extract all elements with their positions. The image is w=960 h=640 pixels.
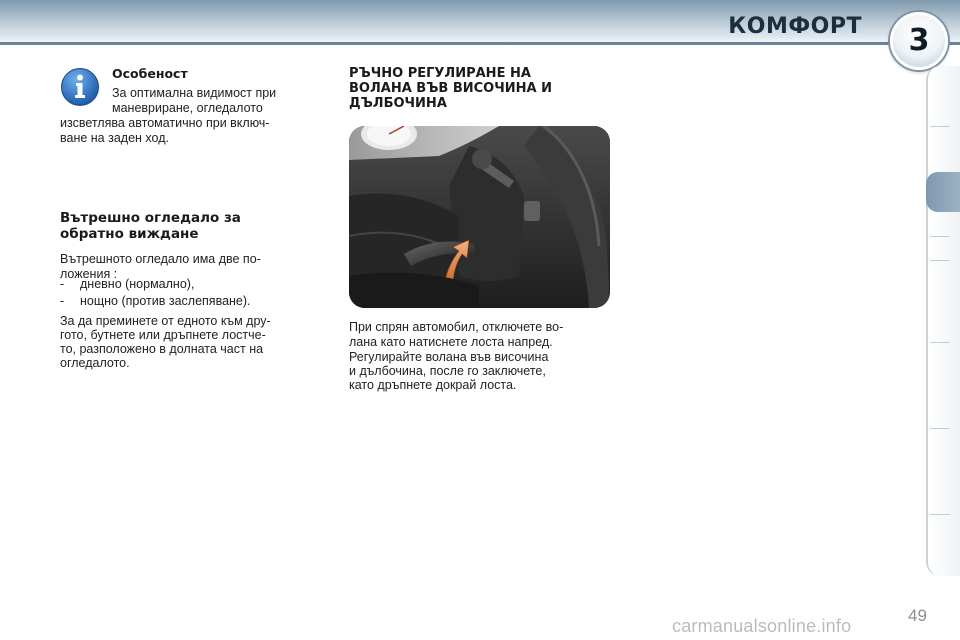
steering-lever-photo <box>349 126 610 308</box>
bullet-text: нощно (против заслепяване). <box>80 294 251 308</box>
steering-paragraph-line: лана като натиснете лоста напред. <box>349 335 553 349</box>
tab-divider <box>930 428 950 429</box>
page-number: 49 <box>908 606 927 625</box>
tab-divider <box>930 126 950 127</box>
steering-paragraph-line: Регулирайте волана във височина <box>349 350 549 364</box>
mirror-body-line: За да преминете от едното към дру- <box>60 314 271 328</box>
note-line: изсветлява автоматично при включ- <box>60 116 270 130</box>
tab-divider <box>930 260 950 261</box>
tab-divider <box>930 236 950 237</box>
bullet-text: дневно (нормално), <box>80 277 195 291</box>
note-line: маневриране, огледалото <box>112 101 263 115</box>
mirror-body-line: гото, бутнете или дръпнете лостче- <box>60 328 266 342</box>
chapter-title: КОМФОРТ <box>728 14 862 39</box>
steering-lever-illustration <box>349 126 610 308</box>
steering-section-title: ДЪЛБОЧИНА <box>349 96 447 111</box>
mirror-section-title: Вътрешно огледало за <box>60 210 241 226</box>
steering-section-title: РЪЧНО РЕГУЛИРАНЕ НА <box>349 66 531 81</box>
mirror-body-line: огледалото. <box>60 356 130 370</box>
note-line: За оптимална видимост при <box>112 86 277 100</box>
header-divider <box>0 42 960 45</box>
mirror-body-line: то, разположено в долната част на <box>60 342 264 356</box>
bullet-dash: - <box>60 277 65 291</box>
mirror-intro-line: ложения : <box>60 267 118 281</box>
steering-paragraph-line: При спрян автомобил, отключете во- <box>349 320 564 334</box>
steering-paragraph-line: като дръпнете докрай лоста. <box>349 378 517 392</box>
steering-paragraph-line: и дълбочина, после го заключете, <box>349 364 546 378</box>
chapter-tab-strip <box>926 66 960 576</box>
bullet-dash: - <box>60 294 65 308</box>
tab-divider <box>930 342 950 343</box>
chapter-number-badge: 3 <box>890 12 948 70</box>
info-icon <box>60 67 100 107</box>
note-line: ване на заден ход. <box>60 131 169 145</box>
mirror-section-title: обратно виждане <box>60 226 199 242</box>
active-chapter-tab[interactable] <box>926 172 960 212</box>
tab-divider <box>930 514 950 515</box>
watermark: carmanualsonline.info <box>672 616 852 636</box>
mirror-intro-line: Вътрешното огледало има две по- <box>60 252 261 266</box>
note-title: Особеност <box>112 66 188 81</box>
steering-section-title: ВОЛАНА ВЪВ ВИСОЧИНА И <box>349 81 552 96</box>
